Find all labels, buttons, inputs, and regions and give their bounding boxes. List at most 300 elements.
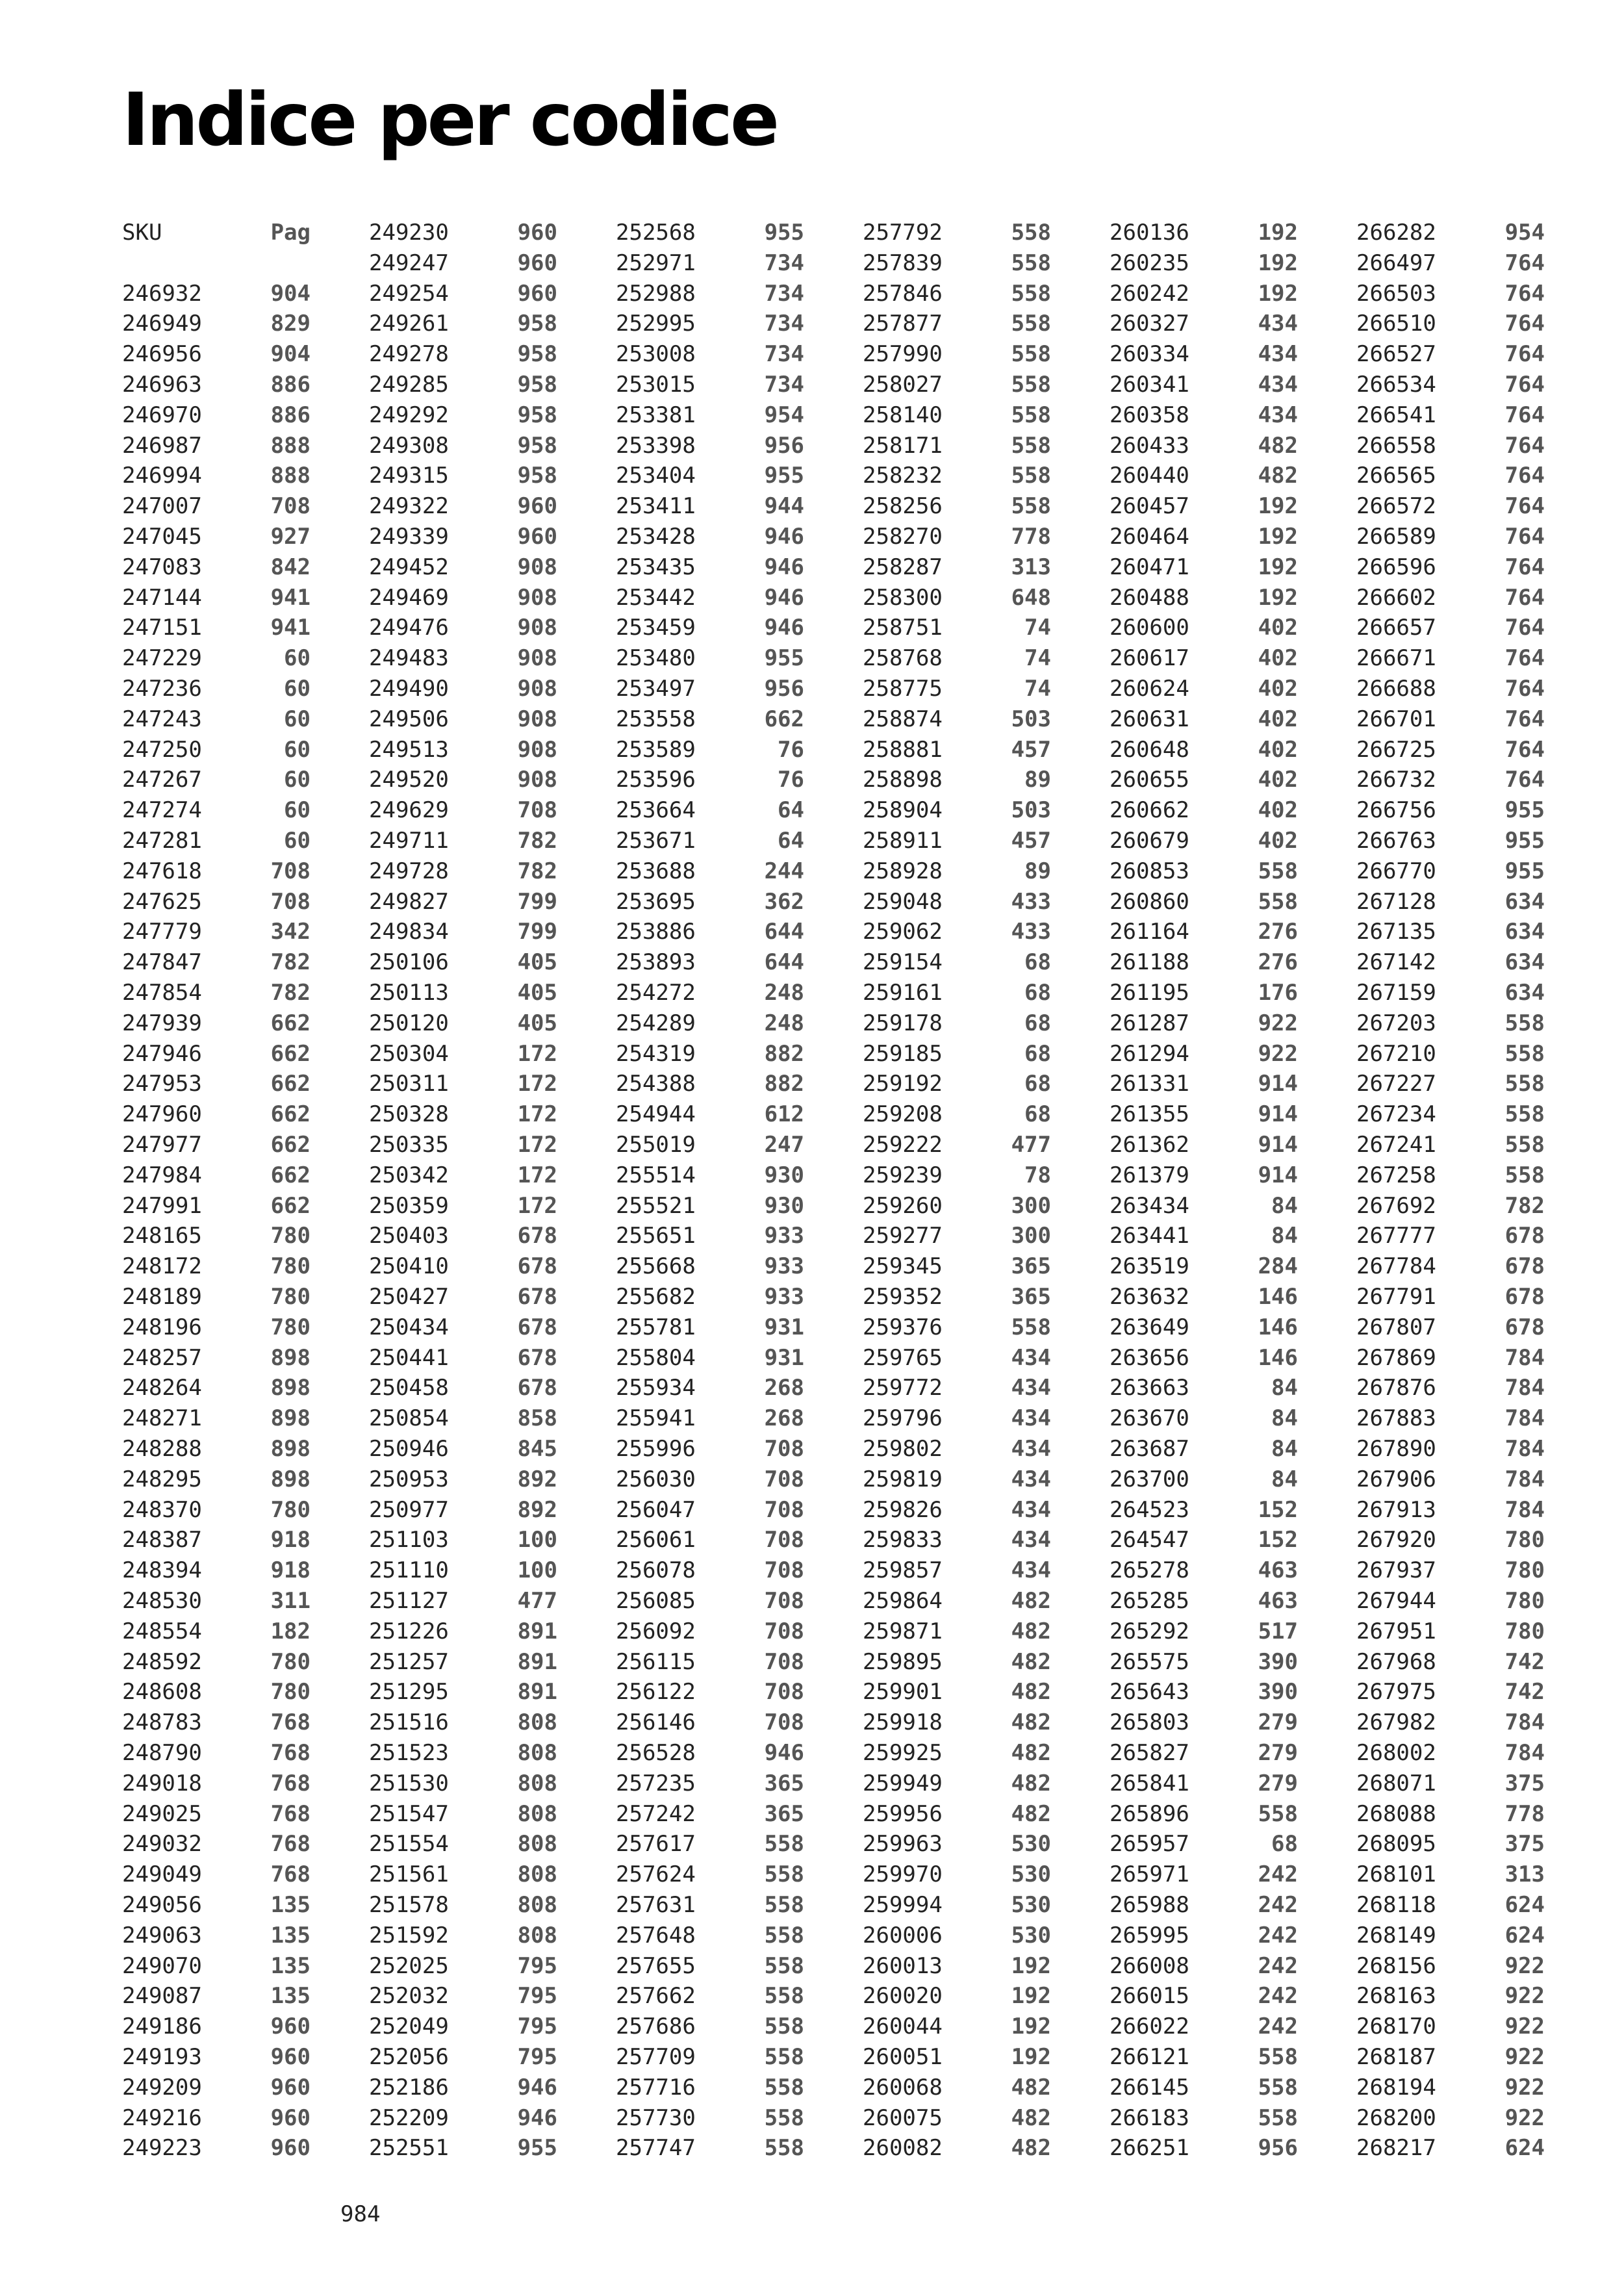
- index-row: [1110, 1071, 1298, 1097]
- index-row: [616, 1405, 804, 1431]
- index-row: [1356, 2013, 1545, 2039]
- page-ref: 558: [764, 2044, 804, 2070]
- page-ref: 764: [1504, 645, 1545, 672]
- page-ref: 279: [1258, 1770, 1298, 1796]
- index-row: [369, 676, 557, 702]
- index-row: [863, 1892, 1051, 1918]
- sku-code: 249827: [369, 888, 449, 915]
- page-ref: 955: [1504, 797, 1545, 824]
- sku-code: 267203: [1356, 1010, 1436, 1036]
- sku-code: 260358: [1110, 402, 1189, 428]
- page-ref: 172: [517, 1101, 557, 1128]
- page-ref: 778: [1504, 1800, 1545, 1827]
- page-ref: 558: [764, 2074, 804, 2101]
- sku-code: 247946: [122, 1040, 202, 1067]
- index-row: [863, 2075, 1051, 2101]
- page-ref: 808: [517, 1892, 557, 1918]
- sku-code: 249025: [122, 1800, 202, 1827]
- page-ref: 482: [1011, 1709, 1051, 1736]
- index-row: [122, 1071, 311, 1097]
- page-ref: 764: [1504, 736, 1545, 763]
- index-row: [863, 1740, 1051, 1766]
- sku-code: 247250: [122, 736, 202, 763]
- sku-code: 260648: [1110, 736, 1189, 763]
- page-ref: 941: [270, 615, 311, 641]
- sku-code: 261294: [1110, 1040, 1189, 1067]
- page-ref: 960: [270, 2104, 311, 2131]
- index-row: [1356, 1041, 1545, 1067]
- index-row: [1110, 828, 1298, 854]
- page-ref: 172: [517, 1132, 557, 1158]
- sku-code: 259239: [863, 1162, 943, 1188]
- index-row: [616, 949, 804, 975]
- index-row: [122, 341, 311, 367]
- page-ref: 845: [517, 1436, 557, 1462]
- index-row: [369, 1162, 557, 1188]
- index-row: [369, 402, 557, 428]
- page-ref: 795: [517, 2044, 557, 2070]
- sku-code: 260044: [863, 2013, 943, 2040]
- sku-code: 258874: [863, 706, 943, 732]
- page-ref: 734: [764, 311, 804, 337]
- index-row: [1356, 1527, 1545, 1553]
- page-ref: 944: [764, 493, 804, 520]
- index-row: [863, 645, 1051, 671]
- sku-code: 253428: [616, 524, 696, 550]
- index-row: [369, 372, 557, 398]
- index-row: [1356, 919, 1545, 945]
- page-ref: 955: [764, 220, 804, 246]
- page-ref: 768: [270, 1740, 311, 1766]
- sku-code: 265803: [1110, 1709, 1189, 1736]
- page-ref: 172: [517, 1071, 557, 1097]
- sku-code: 253893: [616, 949, 696, 976]
- page-ref: 558: [764, 1983, 804, 2010]
- index-row: [863, 493, 1051, 519]
- sku-code: 249186: [122, 2013, 202, 2040]
- sku-code: 260624: [1110, 676, 1189, 702]
- index-row: [863, 463, 1051, 489]
- index-row: [369, 1466, 557, 1492]
- page-ref: 946: [517, 2104, 557, 2131]
- page-ref: 558: [764, 1861, 804, 1888]
- sku-code: 257709: [616, 2044, 696, 2070]
- sku-code: 259208: [863, 1101, 943, 1128]
- index-row: [616, 1041, 804, 1067]
- page-ref: 927: [270, 524, 311, 550]
- index-row: [863, 1345, 1051, 1371]
- sku-code: 259765: [863, 1344, 943, 1371]
- page-ref: 78: [1024, 1162, 1051, 1188]
- index-row: [616, 1284, 804, 1310]
- sku-code: 266503: [1356, 280, 1436, 307]
- index-row: [1110, 372, 1298, 398]
- sku-code: 255804: [616, 1344, 696, 1371]
- sku-code: 250106: [369, 949, 449, 976]
- sku-code: 249247: [369, 249, 449, 276]
- index-row: [863, 372, 1051, 398]
- page-ref: 886: [270, 372, 311, 398]
- sku-code: 259352: [863, 1284, 943, 1310]
- page-ref: 434: [1011, 1344, 1051, 1371]
- page-ref: 933: [764, 1253, 804, 1280]
- sku-code: 268095: [1356, 1831, 1436, 1858]
- page-ref: 482: [1011, 1648, 1051, 1675]
- page-ref: 678: [517, 1344, 557, 1371]
- sku-code: 251554: [369, 1831, 449, 1858]
- page-ref: 908: [517, 706, 557, 732]
- index-row: [863, 1679, 1051, 1705]
- sku-code: 259178: [863, 1010, 943, 1036]
- sku-code: 249322: [369, 493, 449, 520]
- index-row: [1110, 1466, 1298, 1492]
- index-row: [1356, 2075, 1545, 2101]
- sku-code: 250434: [369, 1314, 449, 1340]
- index-row: [863, 1193, 1051, 1219]
- page-ref: 434: [1011, 1496, 1051, 1523]
- index-row: [1110, 1162, 1298, 1188]
- page-ref: 922: [1504, 2104, 1545, 2131]
- sku-code: 268163: [1356, 1983, 1436, 2010]
- index-row: [616, 1223, 804, 1249]
- sku-code: 259970: [863, 1861, 943, 1888]
- index-row: [369, 615, 557, 641]
- page-ref: 558: [1258, 858, 1298, 884]
- index-row: [863, 858, 1051, 884]
- index-row: [1110, 1923, 1298, 1948]
- index-row: [1110, 1497, 1298, 1523]
- sku-code: 250359: [369, 1192, 449, 1219]
- sku-code: 250977: [369, 1496, 449, 1523]
- sku-code: 259222: [863, 1132, 943, 1158]
- index-row: [616, 1740, 804, 1766]
- page-ref: 558: [1011, 463, 1051, 489]
- sku-code: 268187: [1356, 2044, 1436, 2070]
- sku-code: 266015: [1110, 1983, 1189, 2010]
- index-row: [1110, 1253, 1298, 1279]
- sku-code: 261195: [1110, 980, 1189, 1006]
- index-row: [616, 2044, 804, 2070]
- index-row: [1356, 1923, 1545, 1948]
- index-row: [369, 1649, 557, 1675]
- sku-code: 260860: [1110, 888, 1189, 915]
- page-ref: 784: [1504, 1436, 1545, 1462]
- sku-code: 266145: [1110, 2074, 1189, 2101]
- page-ref: 662: [270, 1040, 311, 1067]
- index-row: [122, 1253, 311, 1279]
- index-row: [1356, 1861, 1545, 1887]
- index-row: [616, 797, 804, 823]
- sku-code: 257716: [616, 2074, 696, 2101]
- index-row: [122, 2135, 311, 2161]
- sku-code: 253558: [616, 706, 696, 732]
- index-row: [122, 1223, 311, 1249]
- page-ref: 960: [270, 2074, 311, 2101]
- sku-code: 259345: [863, 1253, 943, 1280]
- page-ref: 782: [1504, 1192, 1545, 1219]
- index-row: [122, 676, 311, 702]
- page-ref: 558: [1011, 493, 1051, 520]
- index-row: [1356, 1557, 1545, 1583]
- sku-code: 267890: [1356, 1436, 1436, 1462]
- page-ref: 152: [1258, 1527, 1298, 1553]
- index-row: [1110, 1679, 1298, 1705]
- index-row: [122, 706, 311, 732]
- index-row: [1110, 493, 1298, 519]
- index-row: [1356, 311, 1545, 337]
- index-row: [369, 1223, 557, 1249]
- page-ref: 558: [1504, 1132, 1545, 1158]
- sku-code: 260136: [1110, 220, 1189, 246]
- page-ref: 960: [517, 280, 557, 307]
- sku-code: 257877: [863, 311, 943, 337]
- index-row: [863, 1953, 1051, 1979]
- page-ref: 558: [1011, 341, 1051, 368]
- index-row: [863, 585, 1051, 611]
- page-ref: 434: [1258, 341, 1298, 368]
- index-row: [1110, 1649, 1298, 1675]
- page-ref: 931: [764, 1314, 804, 1340]
- page-ref: 482: [1011, 1800, 1051, 1827]
- page-ref: 858: [517, 1405, 557, 1432]
- sku-code: 247281: [122, 828, 202, 854]
- sku-code: 266671: [1356, 645, 1436, 672]
- index-row: [1356, 615, 1545, 641]
- index-row: [369, 2135, 557, 2161]
- index-row: [1356, 281, 1545, 307]
- sku-code: 267791: [1356, 1284, 1436, 1310]
- index-row: [122, 737, 311, 763]
- index-row: [1110, 1770, 1298, 1796]
- sku-code: 260327: [1110, 311, 1189, 337]
- sku-code: 260334: [1110, 341, 1189, 368]
- index-row: [1356, 2135, 1545, 2161]
- index-row: [863, 1770, 1051, 1796]
- page-ref: 247: [764, 1132, 804, 1158]
- index-row: [369, 1557, 557, 1583]
- page-ref: 888: [270, 432, 311, 459]
- page-ref: 708: [764, 1466, 804, 1492]
- index-row: [122, 1284, 311, 1310]
- index-row: [122, 858, 311, 884]
- index-row: [369, 1375, 557, 1401]
- page-ref: 135: [270, 1952, 311, 1979]
- page-ref: 242: [1258, 2013, 1298, 2040]
- sku-code: 266251: [1110, 2135, 1189, 2162]
- index-row: [1356, 524, 1545, 550]
- index-row: [369, 1740, 557, 1766]
- sku-code: 257990: [863, 341, 943, 368]
- page-ref: 268: [764, 1405, 804, 1432]
- page-ref: 313: [1504, 1861, 1545, 1888]
- index-row: [1356, 1892, 1545, 1918]
- index-row: [369, 767, 557, 793]
- index-row: [1110, 1709, 1298, 1735]
- page-ref: 192: [1011, 2013, 1051, 2040]
- sku-code: 265841: [1110, 1770, 1189, 1796]
- index-row: [1356, 1132, 1545, 1158]
- page-ref: 931: [764, 1344, 804, 1371]
- sku-code: 248288: [122, 1436, 202, 1462]
- sku-code: 250441: [369, 1344, 449, 1371]
- index-row: [863, 1223, 1051, 1249]
- sku-code: 268149: [1356, 1922, 1436, 1948]
- page-ref: 922: [1258, 1010, 1298, 1036]
- page-ref: 434: [1258, 311, 1298, 337]
- page-ref: 390: [1258, 1679, 1298, 1706]
- page-ref: 708: [764, 1527, 804, 1553]
- page-ref: 313: [1011, 554, 1051, 580]
- sku-code: 248370: [122, 1496, 202, 1523]
- page-ref: 434: [1011, 1436, 1051, 1462]
- page-ref: 829: [270, 311, 311, 337]
- sku-code: 259918: [863, 1709, 943, 1736]
- sku-code: 250304: [369, 1040, 449, 1067]
- page-ref: 100: [517, 1527, 557, 1553]
- page-ref: 284: [1258, 1253, 1298, 1280]
- page-ref: 558: [1258, 2044, 1298, 2070]
- index-row: [1110, 433, 1298, 459]
- sku-code: 251110: [369, 1557, 449, 1584]
- sku-code: 260457: [1110, 493, 1189, 520]
- sku-code: 252209: [369, 2104, 449, 2131]
- page-ref: 954: [764, 402, 804, 428]
- index-row: [863, 1071, 1051, 1097]
- index-row: [122, 980, 311, 1006]
- index-row: [616, 645, 804, 671]
- sku-code: 254388: [616, 1071, 696, 1097]
- sku-code: 267937: [1356, 1557, 1436, 1584]
- sku-code: 248554: [122, 1618, 202, 1644]
- index-row: [1356, 1071, 1545, 1097]
- page-ref: 84: [1271, 1436, 1298, 1462]
- sku-code: 257792: [863, 220, 943, 246]
- index-row: [616, 1801, 804, 1827]
- sku-code: 250113: [369, 980, 449, 1006]
- index-row: [369, 1405, 557, 1431]
- sku-code: 259154: [863, 949, 943, 976]
- page-ref: 898: [270, 1344, 311, 1371]
- sku-code: 266725: [1356, 736, 1436, 763]
- sku-code: 253459: [616, 615, 696, 641]
- index-row: [1110, 250, 1298, 276]
- page-ref: 708: [764, 1648, 804, 1675]
- index-row: [369, 1801, 557, 1827]
- sku-code: 247977: [122, 1132, 202, 1158]
- index-row: [616, 676, 804, 702]
- sku-code: 267807: [1356, 1314, 1436, 1340]
- page-ref: 558: [764, 1952, 804, 1979]
- page-ref: 918: [270, 1557, 311, 1584]
- sku-code: 253695: [616, 888, 696, 915]
- sku-code: 260235: [1110, 249, 1189, 276]
- index-row: [1356, 402, 1545, 428]
- index-row: [1356, 889, 1545, 915]
- sku-code: 265957: [1110, 1831, 1189, 1858]
- sku-code: 260242: [1110, 280, 1189, 307]
- sku-code: 254272: [616, 980, 696, 1006]
- index-row: [1110, 554, 1298, 580]
- page-ref: 946: [764, 524, 804, 550]
- sku-code: 247267: [122, 767, 202, 793]
- page-ref: 678: [1504, 1223, 1545, 1249]
- sku-code: 259161: [863, 980, 943, 1006]
- index-row: [616, 919, 804, 945]
- page-ref: 908: [517, 584, 557, 611]
- sku-code: 259895: [863, 1648, 943, 1675]
- page-ref: 780: [1504, 1618, 1545, 1644]
- page-ref: 644: [764, 919, 804, 945]
- page-ref: 402: [1258, 828, 1298, 854]
- page-ref: 242: [1258, 1983, 1298, 2010]
- page-ref: 708: [270, 858, 311, 884]
- page-ref: 734: [764, 341, 804, 368]
- sku-code: 259956: [863, 1800, 943, 1827]
- index-row: [1356, 1193, 1545, 1219]
- page-ref: 678: [517, 1223, 557, 1249]
- index-row: [122, 2105, 311, 2131]
- page-ref: 365: [1011, 1284, 1051, 1310]
- index-row: [1356, 797, 1545, 823]
- sku-code: 255668: [616, 1253, 696, 1280]
- page-ref: 558: [1011, 249, 1051, 276]
- page-ref: 558: [1011, 1314, 1051, 1340]
- sku-code: 265988: [1110, 1892, 1189, 1918]
- sku-code: 257655: [616, 1952, 696, 1979]
- sku-code: 256115: [616, 1648, 696, 1675]
- sku-code: 255521: [616, 1192, 696, 1219]
- page-ref: 402: [1258, 736, 1298, 763]
- sku-code: 261164: [1110, 919, 1189, 945]
- index-row: [1356, 585, 1545, 611]
- page-ref: 74: [1024, 645, 1051, 672]
- index-row: [1356, 1010, 1545, 1036]
- index-row: [369, 1041, 557, 1067]
- sku-code: 249308: [369, 432, 449, 459]
- index-row: [616, 2135, 804, 2161]
- page-ref: 678: [517, 1253, 557, 1280]
- sku-code: 249506: [369, 706, 449, 732]
- page-ref: 914: [1258, 1101, 1298, 1128]
- index-row: [863, 2105, 1051, 2131]
- page-ref: 172: [517, 1162, 557, 1188]
- sku-code: 251103: [369, 1527, 449, 1553]
- page-ref: 933: [764, 1223, 804, 1249]
- index-row: [369, 889, 557, 915]
- page-ref: 780: [270, 1223, 311, 1249]
- index-row: [1356, 1679, 1545, 1705]
- page-ref: 60: [284, 797, 311, 824]
- sku-code: 247779: [122, 919, 202, 945]
- index-row: [1110, 980, 1298, 1006]
- sku-code: 254319: [616, 1040, 696, 1067]
- page-ref: 558: [1258, 888, 1298, 915]
- index-row: [616, 1770, 804, 1796]
- page-ref: 898: [270, 1436, 311, 1462]
- index-row: [1356, 1253, 1545, 1279]
- sku-code: 258904: [863, 797, 943, 824]
- page-ref: 634: [1504, 980, 1545, 1006]
- index-row: [1110, 1983, 1298, 2009]
- index-row: [863, 737, 1051, 763]
- sku-code: 249049: [122, 1861, 202, 1888]
- sku-code: 259833: [863, 1527, 943, 1553]
- index-row: [122, 767, 311, 793]
- index-row: [1110, 220, 1298, 246]
- index-row: [616, 1132, 804, 1158]
- index-row: [863, 1923, 1051, 1948]
- page-ref: 477: [1011, 1132, 1051, 1158]
